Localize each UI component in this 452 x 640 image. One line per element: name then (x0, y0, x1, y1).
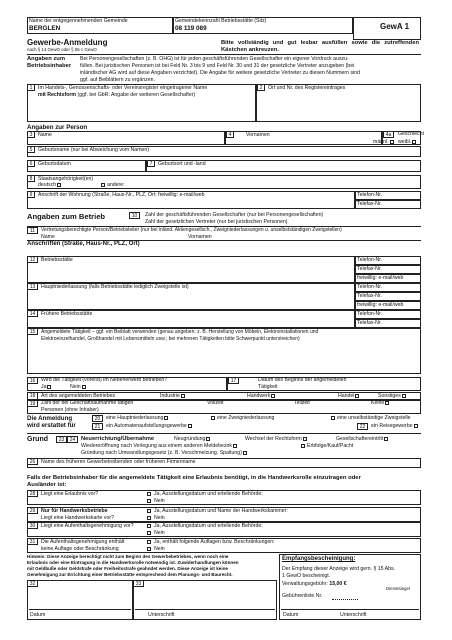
auflagen-nein-option[interactable] (146, 546, 165, 552)
field-number: 13 (27, 283, 38, 290)
field-31-label-b: keine Auflage oder Beschränkung (41, 546, 119, 552)
field-number: 28 (27, 490, 38, 497)
vollzeit-label: Vollzeit (207, 400, 224, 406)
erlaubnis-nein-checkbox[interactable] (147, 499, 151, 503)
andere-checkbox[interactable] (101, 183, 105, 187)
field-number: 14 (27, 310, 38, 317)
handwerkskarte-nein-checkbox[interactable] (147, 516, 151, 520)
field-number: 8 (27, 175, 35, 182)
field-number: 6 (27, 160, 35, 167)
zweigniederlassung-checkbox[interactable] (211, 416, 215, 420)
gebuehrenliste-label: Gebührenliste Nr. (282, 593, 323, 599)
auflagen-nein-checkbox[interactable] (147, 547, 151, 551)
sonstiges-label: Sonstiges (378, 393, 401, 399)
nein-label: Nein (70, 384, 81, 390)
intro-label-1: Angaben zum (27, 56, 66, 62)
field-number: 29 (27, 507, 38, 514)
intro-line: füllen. Bei juristischen Personen ist bei Feld Nr. 3 bis 9 und Feld Nr. 30 und 31 der gesetzliche Vertreter anzugeben (bei (80, 63, 355, 69)
field-number: 31 (27, 538, 38, 545)
hauptniederlassung-option[interactable] (106, 415, 168, 421)
form-title: Gewerbe-Anmeldung (27, 38, 108, 47)
gesellschafter-label: Gesellschaftereintritt (336, 436, 384, 442)
field-7-label: Geburtsort und -land (158, 161, 206, 167)
field-28-label: Liegt eine Erlaubnis vor? (41, 491, 99, 497)
field-number: 23 (56, 436, 67, 443)
field-26-label: Name des früheren Gewerbetreibenden oder früheren Firmenname (41, 459, 196, 465)
teilzeit-label: Teilzeit (294, 400, 310, 406)
field-number: 33 (133, 580, 144, 587)
andere-label: andere: (107, 182, 125, 188)
field-16-label: Wird die Tätigkeit (vorerst) im Nebenerwerb betrieben? (41, 377, 168, 383)
zweigniederlassung-option[interactable] (210, 415, 274, 421)
gebuehrenliste-line (332, 599, 358, 600)
handwerk-option[interactable] (247, 393, 275, 399)
field-number: 11 (27, 227, 38, 234)
field-11-label: Vertretungsberechtigte Person/Betriebsleiter (nur bei inländ. Aktiengesellsch., Zweigniederlassungen u. unselbstständigen Zweigstellen) (41, 227, 342, 233)
field-12-betriebsstaette[interactable] (27, 256, 355, 283)
aufenthalt-nein-option[interactable] (146, 530, 165, 536)
reisegewerbe-label: ein Reisegewerbe (371, 423, 413, 429)
field-8-label: Staatsangehörigkeit(en) (38, 176, 94, 182)
hinweis-line: Erlaubnis oder eine Eintragung in die Handwerksrolle notwendig ist. Zuwiderhandlungen können (27, 560, 239, 565)
hauptniederlassung-checkbox[interactable] (164, 416, 168, 420)
umwandlung-label: Gründung nach Umwandlungsgesetz (z. B. Verschmelzung, Spaltung) (81, 450, 242, 456)
betrieb-heading: Angaben zum Betrieb (27, 212, 106, 221)
field-number: 24 (67, 436, 78, 443)
field-number: 16 (27, 377, 38, 384)
erlaubnis-ja-label: Ja, Ausstellungsdatum und erteilende Behörde: (154, 491, 263, 497)
erlaubnis-nein-option[interactable] (146, 498, 165, 504)
gesellschafter-checkbox[interactable] (384, 437, 388, 441)
rechtsform-note: (ggf. bei GbR: Angabe der weiteren Gesellschafter) (77, 92, 196, 98)
field-10-label-a: Zahl der geschäftsführenden Gesellschafter (nur bei Personengesellschaften) (145, 212, 324, 218)
aufenthalt-ja-option[interactable] (146, 523, 263, 529)
gemeinde-label: Name der entgegennehmenden Gemeinde (29, 18, 128, 24)
field-5-label: Geburtsname (nur bei Abweichung vom Namen) (38, 147, 150, 153)
telefax-label: Telefax-Nr. (357, 320, 382, 326)
aufenthalt-ja-label: Ja, Ausstellungsdatum und erteilende Behörde: (154, 523, 263, 529)
intro-line: Bei Personengesellschaften (z. B. OHG) ist für jeden geschäftsführenden Gesellschafter ein eigener Vordruck auszu- (80, 56, 349, 62)
male-option[interactable] (373, 139, 394, 145)
ja-checkbox[interactable] (47, 385, 51, 389)
hauptniederlassung-label: eine Hauptniederlassung (106, 415, 164, 421)
auflagen-ja-label: Ja, enthält folgende Auflagen bzw. Beschränkungen: (154, 539, 275, 545)
handel-checkbox[interactable] (355, 394, 359, 398)
field-15-label-2: Elektroeinzelhandel, Großhandel mit Lebensmitteln usw.; bei mehreren Tätigkeiten bitte Schwerpunkt unterstreichen) (41, 336, 300, 342)
field-18-label: Art des angemeldeten Betriebes (41, 393, 116, 399)
anmeldung-label-2: wird erstattet für (27, 422, 76, 429)
rechtsform-option[interactable] (245, 436, 307, 442)
sonstiges-option[interactable] (378, 393, 406, 399)
handwerkskarte-ja-checkbox[interactable] (147, 509, 151, 513)
kennzahl-label: Gemeindekennzahl Betriebsstätte (Sitz) (175, 18, 267, 24)
field-4a-label: Geschlecht (398, 131, 424, 137)
intro-line: inländischer AG wird auf diese Angaben verzichtet). Die Angabe für weitere gesetzliche Vertreter zu diesen Nummern sind (80, 70, 360, 76)
field-number: 21 (92, 423, 103, 430)
reisegewerbe-option[interactable] (371, 423, 418, 429)
aufenthalt-ja-checkbox[interactable] (147, 524, 151, 528)
form-subtitle: nach § 14 GewO oder § 55 c GewO (27, 47, 97, 52)
keine-checkbox[interactable] (385, 401, 389, 405)
andere-option[interactable] (100, 182, 125, 188)
male-label: männl. (373, 139, 389, 145)
field-number: 9 (27, 191, 35, 198)
telefon-label: Telefon-Nr. (357, 257, 383, 263)
handwerkskarte-nein-label: Nein (154, 515, 165, 521)
aufenthalt-nein-label: Nein (154, 530, 165, 536)
reisegewerbe-checkbox[interactable] (414, 424, 418, 428)
field-12-label: Betriebsstätte (41, 257, 73, 263)
neugruendung-label: Neugründung (174, 436, 206, 442)
nebenerwerb-ja[interactable] (41, 384, 51, 390)
field-number: 2 (257, 84, 265, 91)
field-number: 7 (147, 160, 155, 167)
neugruendung-checkbox[interactable] (206, 437, 210, 441)
handel-label: Handel (338, 393, 355, 399)
empfang-unterschrift-label: Unterschrift (340, 612, 367, 618)
deutsch-option[interactable] (38, 182, 61, 188)
rule (27, 54, 421, 55)
auflagen-nein-label: Nein (154, 546, 165, 552)
industrie-option[interactable] (160, 393, 185, 399)
keine-option[interactable] (371, 400, 389, 406)
neugruendung-option[interactable] (174, 436, 210, 442)
keine-label: Keine (371, 400, 385, 406)
field-3-name[interactable] (27, 131, 225, 145)
hinweis-line: Genehmigung zur Errichtung einer Betriebsstätte entsprechend dem Planungs- und Baurecht. (27, 572, 233, 577)
field-number: 19 (27, 400, 38, 407)
empfang-line: 1 GewO bescheinigt. (282, 573, 331, 579)
handwerk-checkbox[interactable] (271, 394, 275, 398)
field-17-label-a: Datum des Beginns der angemeldeten (258, 377, 347, 383)
handel-option[interactable] (338, 393, 359, 399)
field-9-telefax-label: Telefax-Nr. (357, 201, 382, 207)
field-30-label: Liegt eine Aufenthaltsgenehmigung vor? (41, 523, 134, 529)
wiedereroeffnung-checkbox[interactable] (233, 444, 237, 448)
erlaubnis-heading-2: Ausländer ist: (27, 482, 67, 488)
erbfolge-label: Erbfolge/Kauf/Pacht (307, 443, 354, 449)
field-2-label: Ort und Nr. des Registereintrages (268, 85, 346, 91)
auflagen-ja-checkbox[interactable] (147, 540, 151, 544)
wiedereroeffnung-option[interactable] (81, 443, 237, 449)
form-id: GewA 1 (380, 22, 410, 31)
telefax-label: Telefax-Nr. (357, 293, 382, 299)
handwerkskarte-ja-option[interactable] (146, 508, 288, 514)
signature-line (281, 609, 419, 610)
auflagen-ja-option[interactable] (146, 539, 275, 545)
zweigstelle-checkbox[interactable] (331, 416, 335, 420)
telefon-label: Telefon-Nr. (357, 284, 383, 290)
web-label: freiwillig: e-mail/web (357, 275, 404, 281)
field-29-label-a: Nur für Handwerksbetriebe (41, 508, 108, 514)
anschriften-heading: Anschriften (Straße, Haus-Nr., PLZ, Ort) (27, 241, 140, 247)
field-number: 4a (383, 131, 394, 138)
erlaubnis-ja-option[interactable] (146, 491, 263, 497)
telefax-label: Telefax-Nr. (357, 266, 382, 272)
aufenthalt-nein-checkbox[interactable] (147, 531, 151, 535)
erlaubnis-heading-1: Falls der Betriebsinhaber für die angemeldete Tätigkeit eine Erlaubnis benötigt, in die Handwerksrolle einzutragen oder (27, 475, 361, 481)
field-14-label: Frühere Betriebsstätte (41, 311, 93, 317)
female-label: weibl. (398, 139, 412, 145)
male-checkbox[interactable] (390, 140, 394, 144)
field-4-label: Vornamen (246, 132, 270, 138)
rechtsform-label: Wechsel der Rechtsform (245, 436, 302, 442)
field-6-label: Geburtsdatum (38, 161, 71, 167)
hinweis-line: Hinweis: Diese Anzeige berechtigt nicht zum Beginn des Gewerbebetriebes, wenn noch eine (27, 554, 229, 559)
female-option[interactable] (398, 139, 416, 145)
field-number: 15 (27, 328, 38, 335)
handwerkskarte-nein-option[interactable] (146, 515, 165, 521)
field-9-telefon-label: Telefon-Nr. (357, 192, 383, 198)
sonstiges-checkbox[interactable] (402, 394, 406, 398)
gesellschafter-option[interactable] (336, 436, 388, 442)
wiedereroeffnung-label: Wiedereröffnung nach Verlegung aus einem anderen Meldebezirk (81, 443, 233, 449)
anmeldung-label-1: Die Anmeldung (27, 415, 73, 422)
field-number: 10 (129, 212, 140, 219)
nebenerwerb-nein[interactable] (70, 384, 86, 390)
kennzahl-value: 08 119 089 (175, 25, 207, 32)
field-number: 30 (27, 522, 38, 529)
field-number: 18 (27, 392, 38, 400)
field-number: 20 (92, 415, 103, 422)
datum-label: Datum (30, 612, 46, 618)
field-31-label-a: Die Aufenthaltsgenehmigung enthält (41, 539, 125, 545)
erlaubnis-ja-checkbox[interactable] (147, 492, 151, 496)
telefon-label: Telefon-Nr. (357, 311, 383, 317)
signature-line (29, 609, 131, 610)
zweigstelle-label: eine unselbständige Zweigstelle (337, 415, 411, 421)
field-number: 1 (27, 84, 35, 91)
automaten-checkbox[interactable] (188, 424, 192, 428)
field-1-label: Im Handels-, Genossenschafts- oder Vereinsregister eingetragener Name (38, 85, 208, 91)
rule (27, 433, 421, 434)
rechtsform-bold: mit Rechtsform (38, 92, 77, 98)
field-1-label-2 (38, 92, 195, 98)
erbfolge-option[interactable] (300, 443, 353, 449)
field-11-vornamen-label: Vornamen (188, 234, 212, 240)
field-number: 32 (27, 580, 38, 587)
zweigniederlassung-label: eine Zweigniederlassung (217, 415, 275, 421)
field-13-label: Hauptniederlassung (falls Betriebsstätte lediglich Zweigstelle ist) (41, 284, 189, 290)
gemeinde-value: BERGLEN (29, 25, 61, 32)
field-number: 17 (228, 377, 239, 384)
field-19-personen: Personen (ohne Inhaber) (41, 407, 99, 413)
signature-line (135, 609, 275, 610)
erbfolge-checkbox[interactable] (301, 444, 305, 448)
web-label: freiwillig: e-mail/web (357, 302, 404, 308)
fee-value: 15,00 € (329, 581, 347, 587)
fee-label: Verwaltungsgebühr: (282, 581, 328, 587)
empfang-fee-row (282, 581, 347, 587)
umwandlung-option[interactable] (81, 450, 247, 456)
dienstsiegel-label: Dienstsiegel (386, 586, 410, 591)
intro-label-2: Betriebsinhaber (27, 63, 72, 69)
neuerrichtung-label: Neuerrichtung/Übernahme (81, 436, 155, 442)
field-15-label-1: Angemeldete Tätigkeit – ggf. ein Beiblatt verwenden (genau angeben: z. B. Herstellung von Möbeln, Elektroinstallationen und (41, 329, 319, 335)
grund-label: Grund (27, 436, 48, 443)
field-19-label: Zahl der bei Geschäftsaufnahme tätigen (41, 400, 134, 406)
deutsch-checkbox[interactable] (57, 183, 61, 187)
field-10-label-b: Zahl der gesetzlichen Vertreter (nur bei juristischen Personen) (145, 219, 288, 225)
field-number: 4 (226, 131, 234, 138)
person-heading: Angaben zur Person (27, 124, 88, 131)
field-number: 5 (27, 146, 35, 153)
field-17-label-b: Tätigkeit (258, 384, 278, 390)
hinweis-line: mit Geldbuße oder Geldstrafe oder Freiheitsstrafe geahndet werden. Diese Anzeige ist keine (27, 566, 228, 571)
field-number: 12 (27, 256, 38, 263)
field-number: 22 (357, 423, 368, 430)
empfang-datum-label: Datum (283, 612, 299, 618)
rechtsform-checkbox[interactable] (303, 437, 307, 441)
umwandlung-checkbox[interactable] (243, 451, 247, 455)
field-9-label: Anschrift der Wohnung (Straße, Haus-Nr., PLZ, Ort; freiwillig: e-mail/web (38, 192, 205, 198)
handwerk-label: Handwerk (247, 393, 271, 399)
field-11-name-label: Name (41, 234, 55, 240)
field-number: 3 (27, 131, 35, 138)
intro-line: ggf. auf Beiblättern zu ergänzen. (80, 77, 155, 83)
industrie-label: Industrie (160, 393, 180, 399)
erlaubnis-nein-label: Nein (154, 498, 165, 504)
field-3-label: Name (38, 132, 52, 138)
empfang-title: Empfangsbescheinigung: (282, 556, 356, 562)
unterschrift-label: Unterschrift (148, 612, 175, 618)
industrie-checkbox[interactable] (181, 394, 185, 398)
zweigstelle-option[interactable] (330, 415, 411, 421)
nein-checkbox[interactable] (82, 385, 86, 389)
handwerkskarte-ja-label: Ja, Ausstellungsdatum und Name der Handwerkskammer: (154, 508, 288, 514)
empfang-line: Der Empfang dieser Anzeige wird gem. § 15 Abs. (282, 566, 396, 572)
female-checkbox[interactable] (412, 140, 416, 144)
automaten-option[interactable] (106, 423, 192, 429)
instruction-text: Bitte vollständig und gut lesbar ausfüllen sowie die zutreffenden Kästchen ankreuzen. (221, 40, 419, 54)
ja-label: Ja (41, 384, 47, 390)
field-29-label-b: Liegt eine Handwerkskarte vor? (41, 515, 114, 521)
deutsch-label: deutsch (38, 182, 57, 188)
automaten-label: ein Automatenaufstellungsgewerbe (106, 423, 187, 429)
field-number: 26 (27, 458, 38, 465)
